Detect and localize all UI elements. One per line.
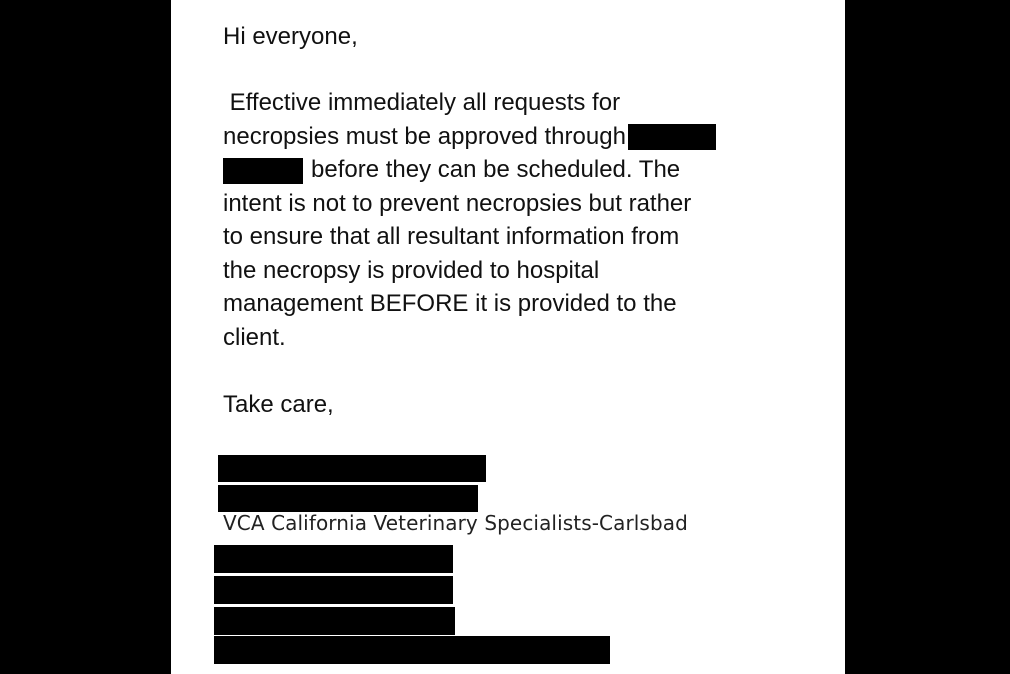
closing: Take care, bbox=[223, 391, 334, 418]
message-paragraph bbox=[223, 86, 716, 354]
redaction-bar bbox=[223, 158, 303, 184]
paragraph-line: management BEFORE it is provided to the bbox=[223, 290, 677, 317]
signature-organization: VCA California Veterinary Specialists-Carlsbad bbox=[223, 511, 688, 535]
paragraph-line bbox=[223, 120, 716, 154]
redaction-bar bbox=[214, 576, 453, 604]
email-body bbox=[171, 0, 845, 674]
redaction-bar bbox=[214, 607, 455, 635]
paragraph-line: Effective immediately all requests for bbox=[223, 89, 621, 116]
paragraph-line: client. bbox=[223, 323, 286, 351]
redaction-bar bbox=[214, 545, 453, 573]
greeting: Hi everyone, bbox=[223, 23, 358, 50]
redaction-bar bbox=[214, 636, 610, 664]
paragraph-line bbox=[223, 153, 716, 187]
paragraph-line: the necropsy is provided to hospital bbox=[223, 256, 600, 284]
paragraph-line: intent is not to prevent necropsies but rather bbox=[223, 189, 692, 217]
paragraph-line-text: necropsies must be approved through bbox=[223, 122, 626, 150]
redaction-bar bbox=[628, 124, 716, 150]
redaction-bar bbox=[218, 455, 486, 482]
paragraph-line-text: before they can be scheduled. The bbox=[311, 156, 681, 183]
paragraph-line: to ensure that all resultant information from bbox=[223, 223, 680, 250]
redaction-bar bbox=[218, 485, 478, 512]
